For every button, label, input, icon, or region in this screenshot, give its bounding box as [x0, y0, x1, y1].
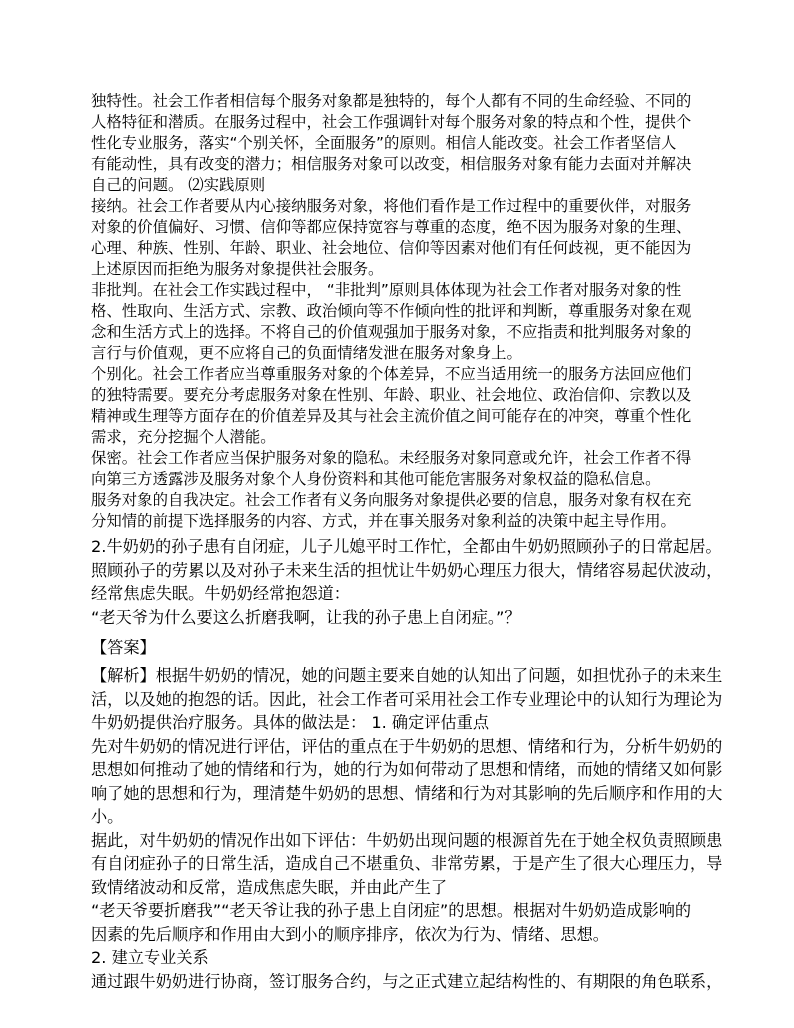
question-line: “老天爷为什么要这么折磨我啊，让我的孙子患上自闭症。”？	[91, 607, 521, 627]
analysis-section	[91, 664, 723, 993]
analysis-line: 思想如何推动了她的情绪和行为，她的行为如何带动了思想和情绪，而她的情绪又如何影	[91, 760, 723, 779]
text-line: 独特性。社会工作者相信每个服务对象都是独特的，每个人都有不同的生命经验、不同的	[91, 92, 692, 110]
analysis-line: 因素的先后顺序和作用由大到小的顺序排序，依次为行为、情绪、思想。	[91, 924, 609, 944]
question-line: 照顾孙子的劳累以及对孙子未来生活的担忧让牛奶奶心理压力很大，情绪容易起伏波动，	[91, 560, 723, 580]
text-line: 人格特征和潜质。在服务过程中，社会工作强调针对每个服务对象的特点和个性，提供个	[91, 113, 692, 131]
text-line: 接纳。社会工作者要从内心接纳服务对象，将他们看作是工作过程中的重要伙伴，对服务	[91, 197, 692, 215]
principles-section	[91, 91, 708, 532]
text-line: 格、性取向、生活方式、宗教、政治倾向等不作倾向性的批评和判断，尊重服务对象在观	[91, 302, 692, 320]
text-line: 需求，充分挖掘个人潜能。	[91, 428, 276, 446]
analysis-line: 牛奶奶提供治疗服务。具体的做法是： 1. 确定评估重点	[91, 713, 490, 732]
text-line: 言行与价值观，更不应将自己的负面情绪发泄在服务对象身上。	[91, 344, 522, 362]
analysis-line: 有自闭症孙子的日常生活，造成自己不堪重负、非常劳累，于是产生了很大心理压力，导	[91, 854, 723, 873]
analysis-line: 先对牛奶奶的情况进行评估，评估的重点在于牛奶奶的思想、情绪和行为，分析牛奶奶的	[91, 736, 723, 756]
text-line: 个别化。社会工作者应当尊重服务对象的个体差异，不应当适用统一的服务方法回应他们	[91, 365, 692, 383]
text-line: 性化专业服务，落实“个别关怀，全面服务”的原则。相信人能改变。社会工作者坚信人	[91, 134, 677, 152]
text-line: 心理、种族、性别、年龄、职业、社会地位、信仰等因素对他们有任何歧视，更不能因为	[91, 239, 692, 257]
question-line: 2.牛奶奶的孙子患有自闭症，儿子儿媳平时工作忙，全都由牛奶奶照顾孙子的日常起居。	[91, 537, 722, 556]
analysis-line: 响了她的思想和行为，理清楚牛奶奶的思想、情绪和行为对其影响的先后顺序和作用的大	[91, 783, 723, 803]
analysis-line: 2. 建立专业关系	[91, 948, 209, 967]
text-line: 分知情的前提下选择服务的内容、方式，并在事关服务对象利益的决策中起主导作用。	[91, 512, 676, 530]
text-line: 有能动性，具有改变的潜力；相信服务对象可以改变，相信服务对象有能力去面对并解决	[91, 155, 692, 173]
analysis-line: “老天爷要折磨我”“老天爷让我的孙子患上自闭症”的思想。根据对牛奶奶造成影响的	[91, 901, 692, 920]
text-line: 向第三方透露涉及服务对象个人身份资料和其他可能危害服务对象权益的隐私信息。	[91, 470, 661, 488]
analysis-line: 【解析】根据牛奶奶的情况，她的问题主要来自她的认知出了问题，如担忧孙子的未来生	[91, 666, 723, 685]
text-line: 念和生活方式上的选择。不将自己的价值观强加于服务对象，不应指责和批判服务对象的	[91, 323, 692, 341]
document-page	[91, 91, 723, 993]
text-line: 对象的价值偏好、习惯、信仰等都应保持宽容与尊重的态度，绝不因为服务对象的生理、	[91, 218, 692, 236]
text-line: 上述原因而拒绝为服务对象提供社会服务。	[91, 260, 384, 278]
analysis-line: 活，以及她的抱怨的话。因此，社会工作者可采用社会工作专业理论中的认知行为理论为	[91, 689, 723, 709]
analysis-line: 致情绪波动和反常，造成焦虑失眠，并由此产生了	[91, 877, 448, 897]
text-line: 保密。社会工作者应当保护服务对象的隐私。未经服务对象同意或允许，社会工作者不得	[91, 449, 692, 467]
text-line: 精神或生理等方面存在的价值差异及其与社会主流价值之间可能存在的冲突，尊重个性化	[91, 407, 692, 425]
question-section	[91, 535, 723, 629]
text-line: 非批判。在社会工作实践过程中， “非批判”原则具体体现为社会工作者对服务对象的性	[91, 281, 682, 299]
answer-label: 【答案】	[91, 638, 156, 657]
question-line: 经常焦虑失眠。牛奶奶经常抱怨道：	[91, 584, 350, 603]
text-line: 服务对象的自我决定。社会工作者有义务向服务对象提供必要的信息，服务对象有权在充	[91, 491, 692, 509]
analysis-line: 据此，对牛奶奶的情况作出如下评估：牛奶奶出现问题的根源首先在于她全权负责照顾患	[91, 830, 723, 850]
text-line: 自己的问题。 ⑵实践原则	[91, 176, 266, 194]
analysis-line: 小。	[91, 807, 124, 826]
analysis-line: 通过跟牛奶奶进行协商，签订服务合约，与之正式建立起结构性的、有期限的角色联系，	[91, 971, 723, 991]
text-line: 的独特需要。要充分考虑服务对象在性别、年龄、职业、社会地位、政治信仰、宗教以及	[91, 386, 692, 404]
